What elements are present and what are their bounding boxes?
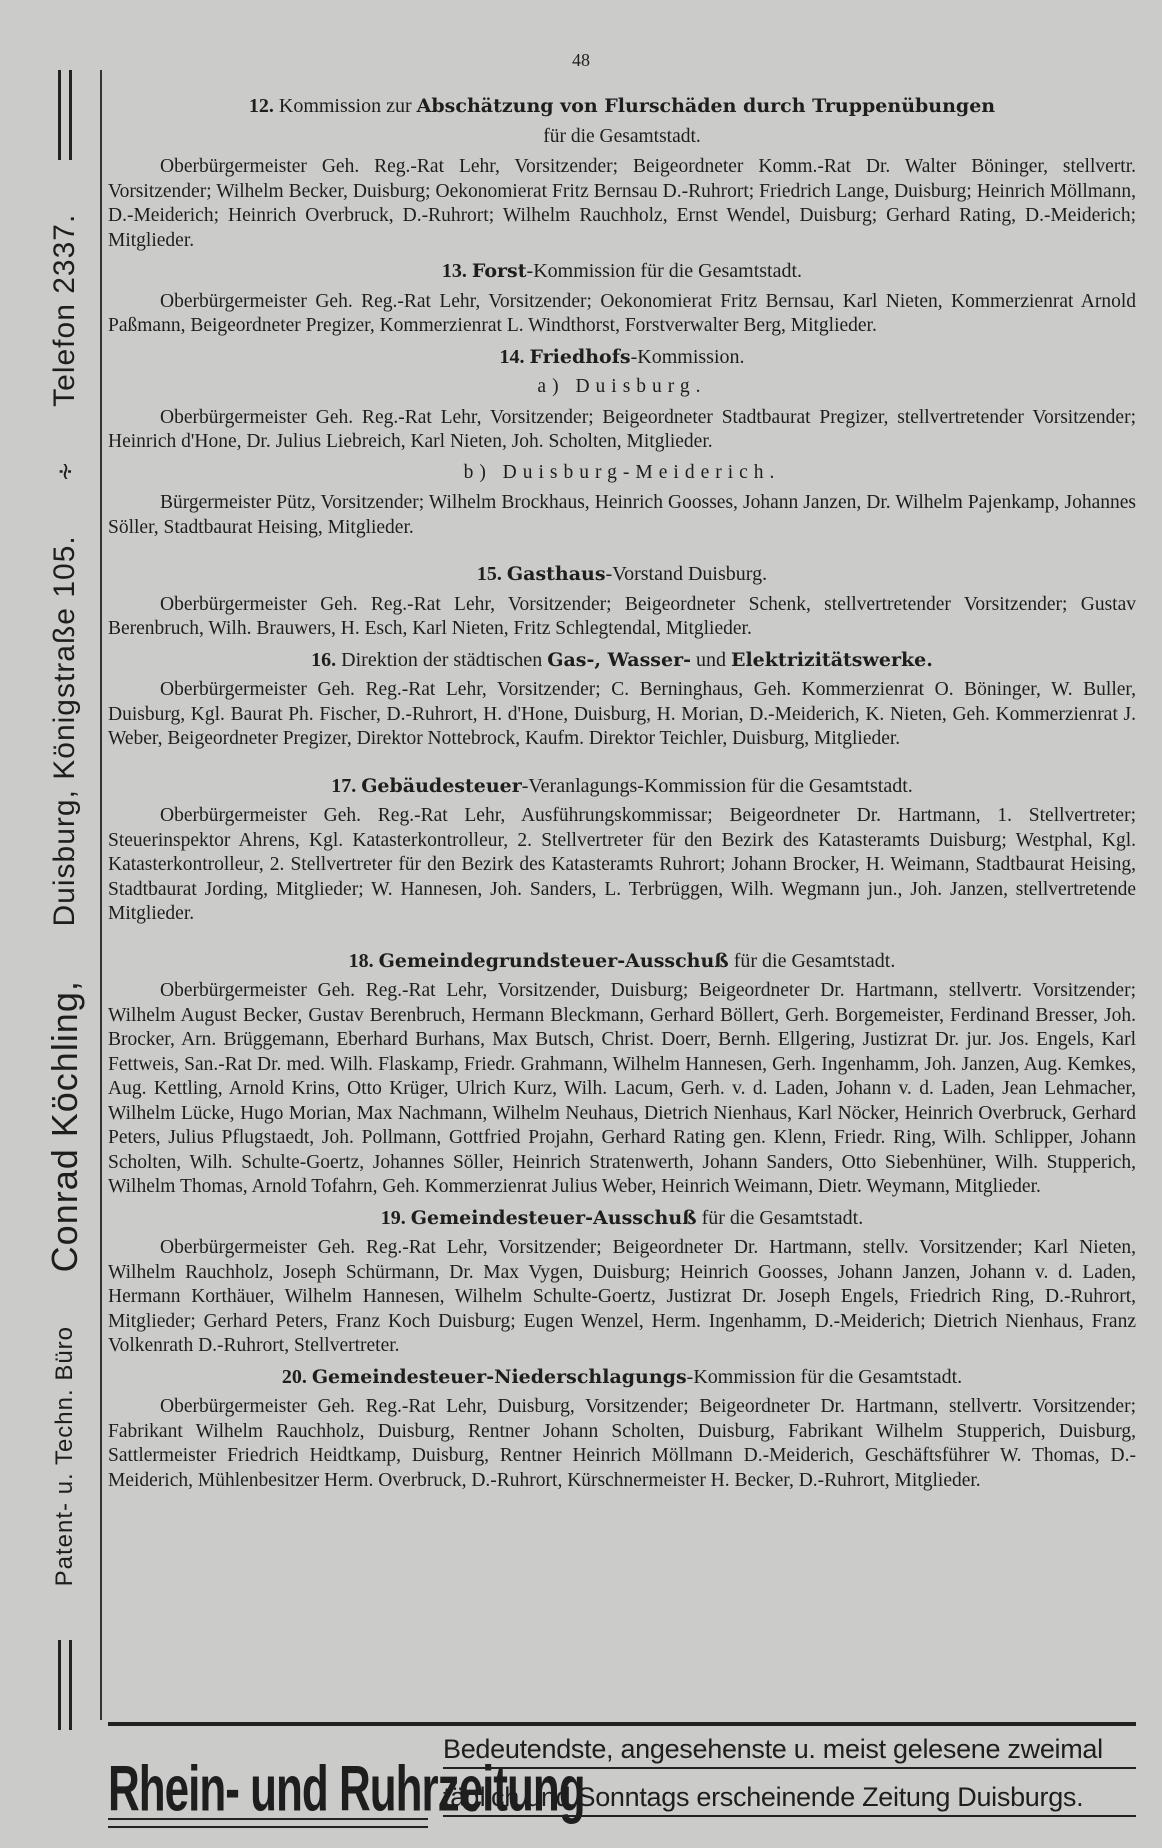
ad-line-2: täglich und Sonntags erscheinende Zeitung Duisburgs. bbox=[443, 1782, 1136, 1817]
heading-text: Abschätzung von Flurschäden durch Truppenübungen bbox=[416, 95, 996, 117]
margin-rule bbox=[100, 70, 102, 1720]
heading-text: Friedhofs bbox=[529, 345, 631, 368]
member-list: Oberbürgermeister Geh. Reg.-Rat Lehr, Vorsitzender; Beigeordneter Schenk, stellvertretender Vorsitzender; Gustav Berenbruch, Wilh. Brauwers, H. Esch, Karl Nieten, Fritz Schlegtendal, Mitglieder. bbox=[108, 593, 1136, 639]
section bbox=[108, 648, 1136, 772]
logo-rule bbox=[108, 1818, 428, 1828]
subsection-label: a) Duisburg. bbox=[537, 376, 707, 397]
section bbox=[108, 94, 1136, 253]
section-heading bbox=[108, 1365, 1136, 1390]
section-number: 15. bbox=[476, 563, 502, 585]
heading-text: -Kommission für die Gesamtstadt. bbox=[686, 1365, 963, 1388]
newspaper-logo: Rhein- und Ruhrzeitung bbox=[108, 1753, 585, 1825]
heading-text: für die Gesamtstadt. bbox=[728, 949, 896, 972]
imprint-address: Duisburg, Königstraße 105. bbox=[48, 535, 81, 927]
member-list: Oberbürgermeister Geh. Reg.-Rat Lehr, Vorsitzender, Duisburg; Beigeordneter Dr. Hartmann, stellvertr. Vorsitzender; Wilhelm August Becker, Gustav Berenbruch, Hermann Bleckmann, Gerhard Böllert, Gerh. Borgemeister, Ferdinand Bresser, Joh. Brocker, Arn. Brüggemann, Eberhard Burhans, Max Butsch, Christ. Doerr, Bernh. Ellgering, Justizrat Dr. jur. Jos. Engels, Karl Fettweis, San.-Rat Dr. med. Wilh. Flaskamp, Friedr. Grahmann, Wilhelm Hannesen, Gerh. Ingenhamm, Joh. Janzen, Aug. Kemkes, Aug. Kettling, Arnold Krins, Otto Krüger, Ulrich Kurz, Wilh. Lacum, Gerh. v. d. Laden, Johann v. d. Laden, Jean Lehmacher, Wilhelm Lücke, Hugo Morian, Max Nachmann, Wilhelm Neuhaus, Dietrich Nienhaus, Karl Nöcker, Heinrich Overbruck, Gerhard Peters, Julius Pflugstaedt, Joh. Pollmann, Gottfried Projahn, Gerhard Rating gen. Klenn, Friedr. Ring, Wilh. Schlipper, Johann Scholten, Wilh. Schulte-Goertz, Johannes Söller, Heinrich Stratenwerth, Johann Sanders, Otto Siebenhüner, Wilh. Stupperich, Wilhelm Thomas, Arnold Tofahrn, Geh. Kommerzienrat Julius Weber, Heinrich Weimann, Dietr. Weymann, Mitglieder. bbox=[108, 980, 1136, 1197]
section bbox=[108, 562, 1136, 642]
heading-text: Gas-, Wasser- bbox=[547, 648, 691, 671]
heading-text: -Vorstand Duisburg. bbox=[605, 563, 768, 585]
member-list: Oberbürgermeister Geh. Reg.-Rat Lehr, Duisburg, Vorsitzender; Beigeordneter Dr. Hartmann, stellvertr. Vorsitzender; Fabrikant Wilhelm Rauchholz, Duisburg, Rentner Johann Scholten, Duisburg, Fabrikant Wilhelm Stupperich, Duisburg, Sattlermeister Friedrich Heidtkamp, Duisburg, Rentner Heinrich Möllmann D.-Meiderich, Geschäftsführer W. Thomas, D.-Meiderich, Mühlenbesitzer Herm. Overbruck, D.-Ruhrort, Kürschnermeister H. Becker, D.-Ruhrort, Mitglieder. bbox=[108, 1396, 1136, 1491]
imprint-office: Patent- u. Techn. Büro bbox=[51, 1325, 78, 1587]
section-heading bbox=[108, 259, 1136, 284]
section-number: 12. bbox=[248, 95, 274, 117]
heading-text: und bbox=[690, 648, 731, 671]
page-number: 48 bbox=[572, 50, 590, 70]
spacer bbox=[108, 758, 1136, 772]
member-list: Oberbürgermeister Geh. Reg.-Rat Lehr, Vorsitzender; Beigeordneter Komm.-Rat Dr. Walter Böninger, stellvertr. Vorsitzender; Wilhelm Becker, Duisburg; Oekonomierat Fritz Bernsau D.-Ruhrort; Friedrich Lange, Duisburg; Heinrich Möllmann, D.-Meiderich; Heinrich Overbruck, D.-Ruhrort; Wilhelm Rauchholz, Ernst Wendel, Duisburg; Gerhard Rating, D.-Meiderich; Mitglieder. bbox=[108, 156, 1136, 251]
heading-text: Direktion der städtischen bbox=[336, 648, 548, 671]
double-rule bbox=[58, 70, 72, 160]
heading-text: Forst bbox=[471, 260, 527, 282]
section-heading bbox=[108, 94, 1136, 119]
section bbox=[108, 774, 1136, 947]
spacer bbox=[108, 546, 1136, 560]
section-heading bbox=[108, 774, 1136, 799]
member-list: Oberbürgermeister Geh. Reg.-Rat Lehr, Vorsitzender; Beigeordneter Dr. Hartmann, stellv. Vorsitzender; Karl Nieten, Wilhelm Rauchholz, Joseph Schürmann, Dr. Max Vygen, Duisburg; Heinrich Goosses, Johann Janzen, Johann v. d. Laden, Hermann Korthäuer, Wilhelm Hannesen, Wilhelm Schulte-Goertz, Justizrat Dr. Joseph Engels, Friedrich Ring, D.-Ruhrort, Mitglieder; Gerhard Peters, Franz Koch Duisburg; Eugen Wenzel, Herm. Ingenhamm, D.-Meiderich; Dietrich Nienhaus, Franz Volkenrath D.-Ruhrort, Stellvertreter. bbox=[108, 1237, 1136, 1356]
section-heading bbox=[108, 1206, 1136, 1231]
heading-text: -Kommission. bbox=[630, 345, 745, 368]
side-imprint bbox=[34, 70, 96, 1730]
heading-text: Gebäudesteuer bbox=[361, 774, 522, 797]
imprint-phone: Telefon 2337. bbox=[48, 213, 81, 407]
section bbox=[108, 949, 1136, 1200]
section-heading bbox=[108, 562, 1136, 587]
heading-text: -Veranlagungs-Kommission für die Gesamtstadt. bbox=[521, 774, 913, 797]
heading-text: Gemeindegrundsteuer-Ausschuß bbox=[378, 949, 729, 972]
member-list: Oberbürgermeister Geh. Reg.-Rat Lehr, Vorsitzender; Oekonomierat Fritz Bernsau, Karl Nieten, Kommerzienrat Arnold Paßmann, Beigeordneter Pregizer, Kommerzienrat L. Windthorst, Forstverwalter Berg, Mitglieder. bbox=[108, 290, 1136, 336]
document-body bbox=[108, 92, 1136, 1499]
section-number: 19. bbox=[380, 1206, 406, 1229]
heading-text: Elektrizitätswerke. bbox=[730, 648, 933, 671]
section-heading bbox=[108, 648, 1136, 673]
heading-text: für die Gesamtstadt. bbox=[696, 1206, 864, 1229]
section-number: 16. bbox=[311, 648, 337, 671]
section-number: 14. bbox=[499, 345, 525, 368]
heading-text: Gemeindesteuer-Niederschlagungs bbox=[311, 1365, 687, 1388]
section-heading bbox=[108, 949, 1136, 974]
member-list: Oberbürgermeister Geh. Reg.-Rat Lehr, Vorsitzender; Beigeordneter Stadtbaurat Pregizer, stellvertretender Vorsitzender; Heinrich d'Hone, Dr. Julius Liebreich, Karl Nieten, Joh. Scholten, Mitglieder. bbox=[108, 406, 1136, 452]
section-number: 20. bbox=[281, 1365, 307, 1388]
section-number: 17. bbox=[331, 774, 357, 797]
member-list: Bürgermeister Pütz, Vorsitzender; Wilhelm Brockhaus, Heinrich Goosses, Johann Janzen, Dr. Wilhelm Pajenkamp, Johannes Söller, Stadtbaurat Heising, Mitglieder. bbox=[108, 492, 1136, 538]
section bbox=[108, 259, 1136, 339]
heading-text: Kommission zur bbox=[273, 95, 417, 117]
section-subtitle: für die Gesamtstadt. bbox=[543, 125, 701, 147]
section-number: 13. bbox=[441, 260, 467, 282]
heading-text: Gasthaus bbox=[506, 563, 606, 585]
subsection-label: b) Duisburg-Meiderich. bbox=[463, 461, 781, 483]
heading-text: Gemeindesteuer-Ausschuß bbox=[410, 1206, 697, 1229]
section bbox=[108, 1365, 1136, 1494]
imprint-name: Conrad Köchling, bbox=[44, 980, 85, 1273]
heading-text: -Kommission für die Gesamtstadt. bbox=[526, 260, 803, 282]
double-rule bbox=[58, 1640, 72, 1730]
ad-line-1: Bedeutendste, angesehenste u. meist gelesene zweimal bbox=[443, 1734, 1136, 1769]
imprint-separator-icon: ∻ bbox=[51, 460, 79, 482]
spacer bbox=[108, 933, 1136, 947]
member-list: Oberbürgermeister Geh. Reg.-Rat Lehr, Ausführungskommissar; Beigeordneter Dr. Hartmann, 1. Stellvertreter; Steuerinspektor Ahrens, Kgl. Katasterkontrolleur, 2. Stellvertreter für den Bezirk des Katasteramts Duisburg; Westphal, Kgl. Katasterkontrolleur, 2. Stellvertreter für den Bezirk des Katasteramts Ruhrort; Johann Brocker, H. Weimann, Stadtbaurat Heising, Stadtbaurat Jording, Mitglieder; W. Hannesen, Joh. Sanders, L. Terbrüggen, Wilh. Wegmann jun., Joh. Janzen, stellvertretende Mitglieder. bbox=[108, 805, 1136, 924]
section-heading bbox=[108, 345, 1136, 370]
section-number: 18. bbox=[348, 949, 374, 972]
advertisement bbox=[108, 1722, 1136, 1836]
section bbox=[108, 1206, 1136, 1359]
section bbox=[108, 345, 1136, 561]
member-list: Oberbürgermeister Geh. Reg.-Rat Lehr, Vorsitzender; C. Berninghaus, Geh. Kommerzienrat O. Böninger, W. Buller, Duisburg, Kgl. Baurat Ph. Fischer, D.-Ruhrort, H. d'Hone, Duisburg, H. Morian, D.-Meiderich, K. Nieten, Geh. Kommerzienrat J. Weber, Beigeordneter Pregizer, Direktor Nottebrock, Kaufm. Direktor Teichler, Duisburg, Mitglieder. bbox=[108, 679, 1136, 749]
